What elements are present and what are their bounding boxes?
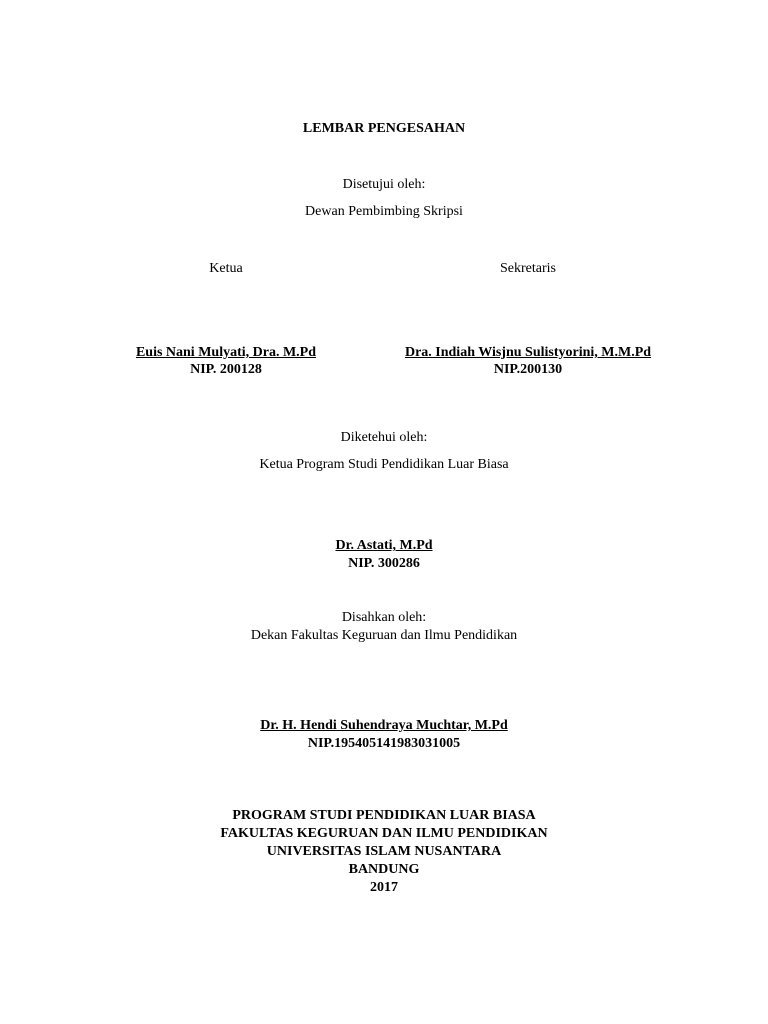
chair-name: Euis Nani Mulyati, Dra. M.Pd (135, 345, 317, 360)
acknowledged-label: Diketehui oleh: (340, 430, 428, 445)
footer-faculty: FAKULTAS KEGURUAN DAN ILMU PENDIDIKAN (220, 826, 548, 841)
footer-program: PROGRAM STUDI PENDIDIKAN LUAR BIASA (232, 808, 536, 823)
chair-nip: NIP. 200128 (190, 362, 262, 377)
footer-university: UNIVERSITAS ISLAM NUSANTARA (266, 844, 502, 859)
footer-city: BANDUNG (348, 862, 420, 877)
approval-body: Dewan Pembimbing Skripsi (305, 204, 463, 219)
acknowledged-nip: NIP. 300286 (348, 556, 420, 571)
ratified-name: Dr. H. Hendi Suhendraya Muchtar, M.Pd (260, 718, 508, 733)
ratified-position: Dekan Fakultas Keguruan dan Ilmu Pendidikan (250, 628, 518, 643)
ratified-label: Disahkan oleh: (341, 610, 427, 625)
secretary-name: Dra. Indiah Wisjnu Sulistyorini, M.M.Pd (404, 345, 652, 360)
page-title: LEMBAR PENGESAHAN (302, 121, 466, 136)
acknowledged-position: Ketua Program Studi Pendidikan Luar Biasa (259, 457, 509, 472)
chair-role: Ketua (209, 261, 243, 276)
secretary-nip: NIP.200130 (493, 362, 563, 377)
ratified-nip: NIP.195405141983031005 (307, 736, 461, 751)
approval-label: Disetujui oleh: (342, 177, 426, 192)
secretary-role: Sekretaris (500, 261, 556, 276)
acknowledged-name: Dr. Astati, M.Pd (335, 538, 433, 553)
footer-year: 2017 (370, 880, 398, 895)
